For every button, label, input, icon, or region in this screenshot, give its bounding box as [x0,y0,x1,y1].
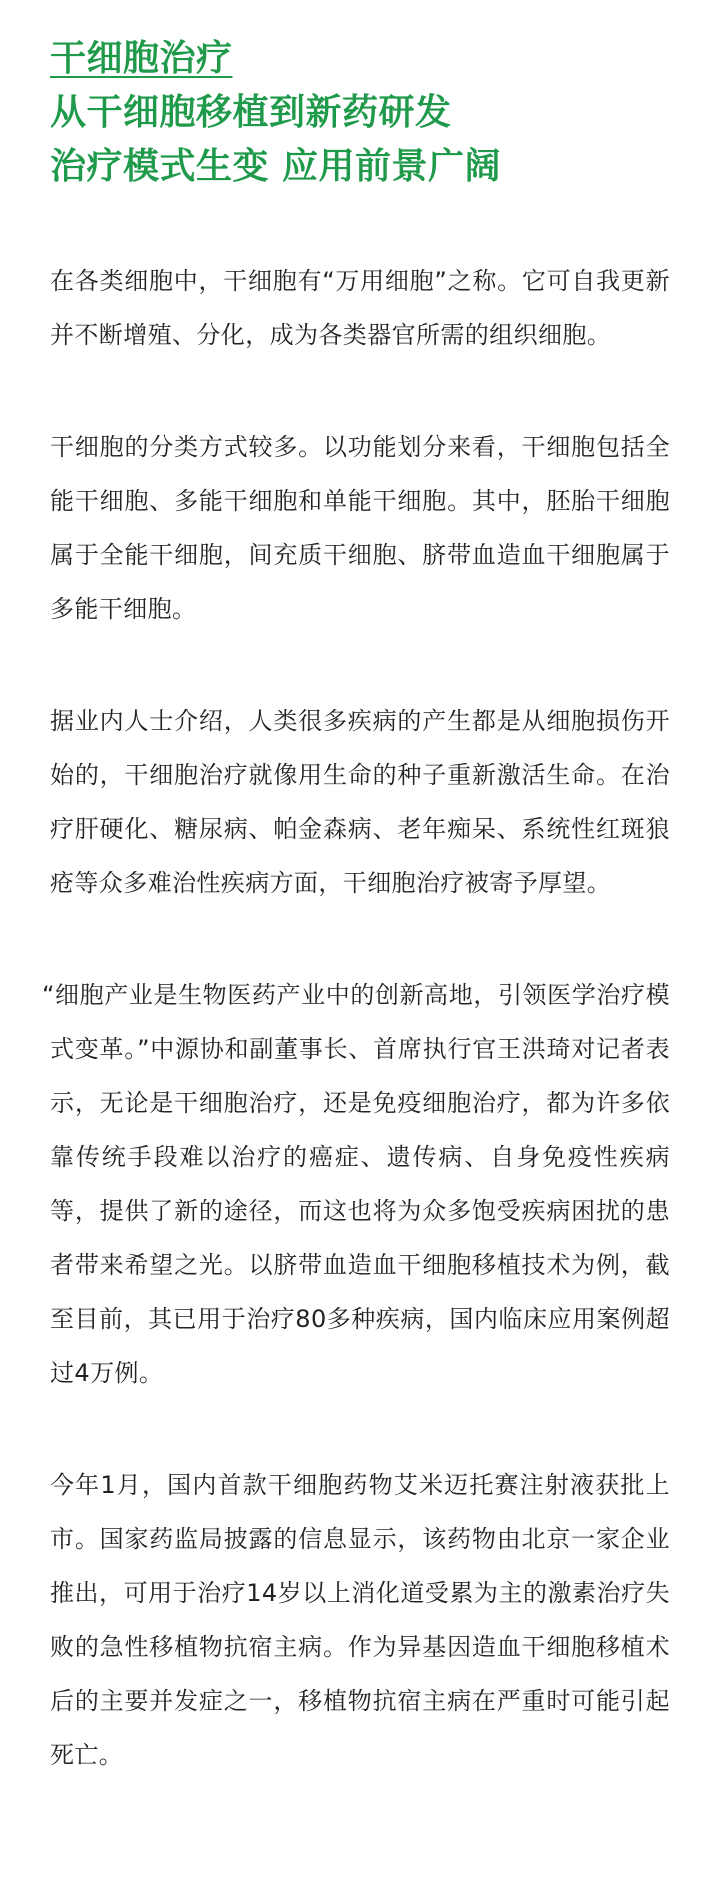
heading-line-3: 治疗模式生变 应用前景广阔 [50,146,502,187]
paragraph-2: 干细胞的分类方式较多。以功能划分来看，干细胞包括全能干细胞、多能干细胞和单能干细胞。其中，胚胎干细胞属于全能干细胞，间充质干细胞、脐带血造血干细胞属于多能干细胞。 [50,433,670,623]
paragraph-3: 据业内人士介绍，人类很多疾病的产生都是从细胞损伤开始的，干细胞治疗就像用生命的种子重新激活生命。在治疗肝硬化、糖尿病、帕金森病、老年痴呆、系统性红斑狼疮等众多难治性疾病方面，干细胞治疗被寄予厚望。 [50,707,670,897]
article-heading [50,32,670,194]
paragraph-5: 今年1月，国内首款干细胞药物艾米迈托赛注射液获批上市。国家药监局披露的信息显示，该药物由北京一家企业推出，可用于治疗14岁以上消化道受累为主的激素治疗失败的急性移植物抗宿主病。作为异基因造血干细胞移植术后的主要并发症之一，移植物抗宿主病在严重时可能引起死亡。 [50,1471,670,1769]
heading-line-1: 干细胞治疗 [50,38,233,79]
paragraph-1: 在各类细胞中，干细胞有“万用细胞”之称。它可自我更新并不断增殖、分化，成为各类器官所需的组织细胞。 [50,267,670,349]
paragraph-4: “细胞产业是生物医药产业中的创新高地，引领医学治疗模式变革。”中源协和副董事长、首席执行官王洪琦对记者表示，无论是干细胞治疗，还是免疫细胞治疗，都为许多依靠传统手段难以治疗的癌症、遗传病、自身免疫性疾病等，提供了新的途径，而这也将为众多饱受疾病困扰的患者带来希望之光。以脐带血造血干细胞移植技术为例，截至目前，其已用于治疗80多种疾病，国内临床应用案例超过4万例。 [42,981,670,1387]
heading-line-2: 从干细胞移植到新药研发 [50,92,452,133]
